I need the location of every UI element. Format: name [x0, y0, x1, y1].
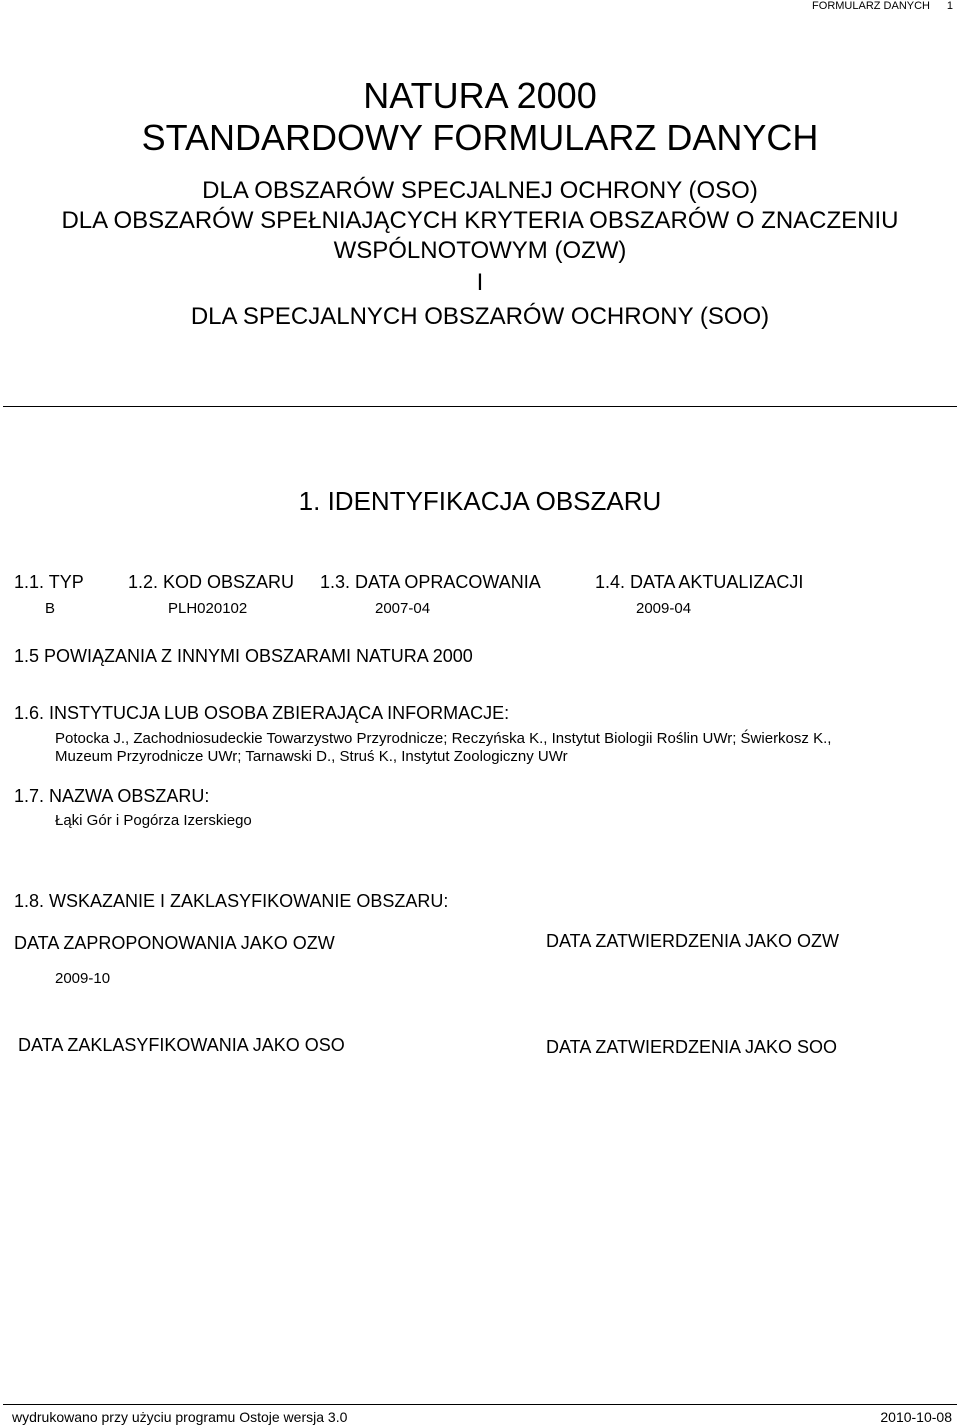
footer-divider — [3, 1404, 957, 1405]
value-data-aktualizacji: 2009-04 — [636, 600, 692, 617]
label-data-zaklasyfikowania-oso: DATA ZAKLASYFIKOWANIA JAKO OSO — [18, 1035, 345, 1055]
value-data-zaproponowania-ozw: 2009-10 — [55, 970, 111, 987]
label-kod-obszaru: 1.2. KOD OBSZARU — [128, 572, 295, 592]
title-natura-2000: NATURA 2000 — [363, 75, 597, 116]
label-data-zatwierdzenia-ozw: DATA ZATWIERDZENIA JAKO OZW — [546, 931, 840, 951]
subtitle-ozw-line2: WSPÓLNOTOWYM (OZW) — [333, 237, 627, 264]
label-typ: 1.1. TYP — [14, 572, 84, 592]
value-instytucja-line1: Potocka J., Zachodniosudeckie Towarzystwo Przyrodnicze; Reczyńska K., Instytut Biologii Roślin UWr; Świerkosz K., — [55, 730, 832, 747]
subtitle-conjunction: I — [476, 269, 484, 296]
label-data-zaproponowania-ozw: DATA ZAPROPONOWANIA JAKO OZW — [14, 933, 335, 953]
label-wskazanie: 1.8. WSKAZANIE I ZAKLASYFIKOWANIE OBSZARU: — [14, 891, 449, 911]
subtitle-ozw-line1: DLA OBSZARÓW SPEŁNIAJĄCYCH KRYTERIA OBSZARÓW O ZNACZENIU — [61, 207, 899, 234]
label-data-opracowania: 1.3. DATA OPRACOWANIA — [320, 572, 541, 592]
section-1-heading: 1. IDENTYFIKACJA OBSZARU — [298, 486, 662, 516]
running-header-label: FORMULARZ DANYCH — [812, 0, 930, 12]
value-typ: B — [45, 600, 56, 617]
label-data-aktualizacji: 1.4. DATA AKTUALIZACJI — [595, 572, 804, 592]
label-instytucja: 1.6. INSTYTUCJA LUB OSOBA ZBIERAJĄCA INFORMACJE: — [14, 703, 510, 723]
value-instytucja-line2: Muzeum Przyrodnicze UWr; Tarnawski D., Struś K., Instytut Zoologiczny UWr — [55, 748, 568, 765]
value-nazwa-obszaru: Łąki Gór i Pogórza Izerskiego — [55, 812, 252, 829]
value-data-opracowania: 2007-04 — [375, 600, 431, 617]
subtitle-soo: DLA SPECJALNYCH OBSZARÓW OCHRONY (SOO) — [190, 303, 770, 330]
title-divider — [3, 406, 957, 407]
title-standard-form: STANDARDOWY FORMULARZ DANYCH — [141, 117, 819, 158]
subtitle-oso: DLA OBSZARÓW SPECJALNEJ OCHRONY (OSO) — [202, 177, 758, 204]
footer-program-note: wydrukowano przy użyciu programu Ostoje wersja 3.0 — [12, 1409, 348, 1425]
page-number: 1 — [946, 0, 953, 12]
value-kod-obszaru: PLH020102 — [168, 600, 248, 617]
label-nazwa-obszaru: 1.7. NAZWA OBSZARU: — [14, 786, 210, 806]
label-data-zatwierdzenia-soo: DATA ZATWIERDZENIA JAKO SOO — [546, 1037, 838, 1057]
footer-print-date: 2010-10-08 — [880, 1409, 952, 1425]
label-powiazania: 1.5 POWIĄZANIA Z INNYMI OBSZARAMI NATURA 2000 — [14, 646, 473, 666]
